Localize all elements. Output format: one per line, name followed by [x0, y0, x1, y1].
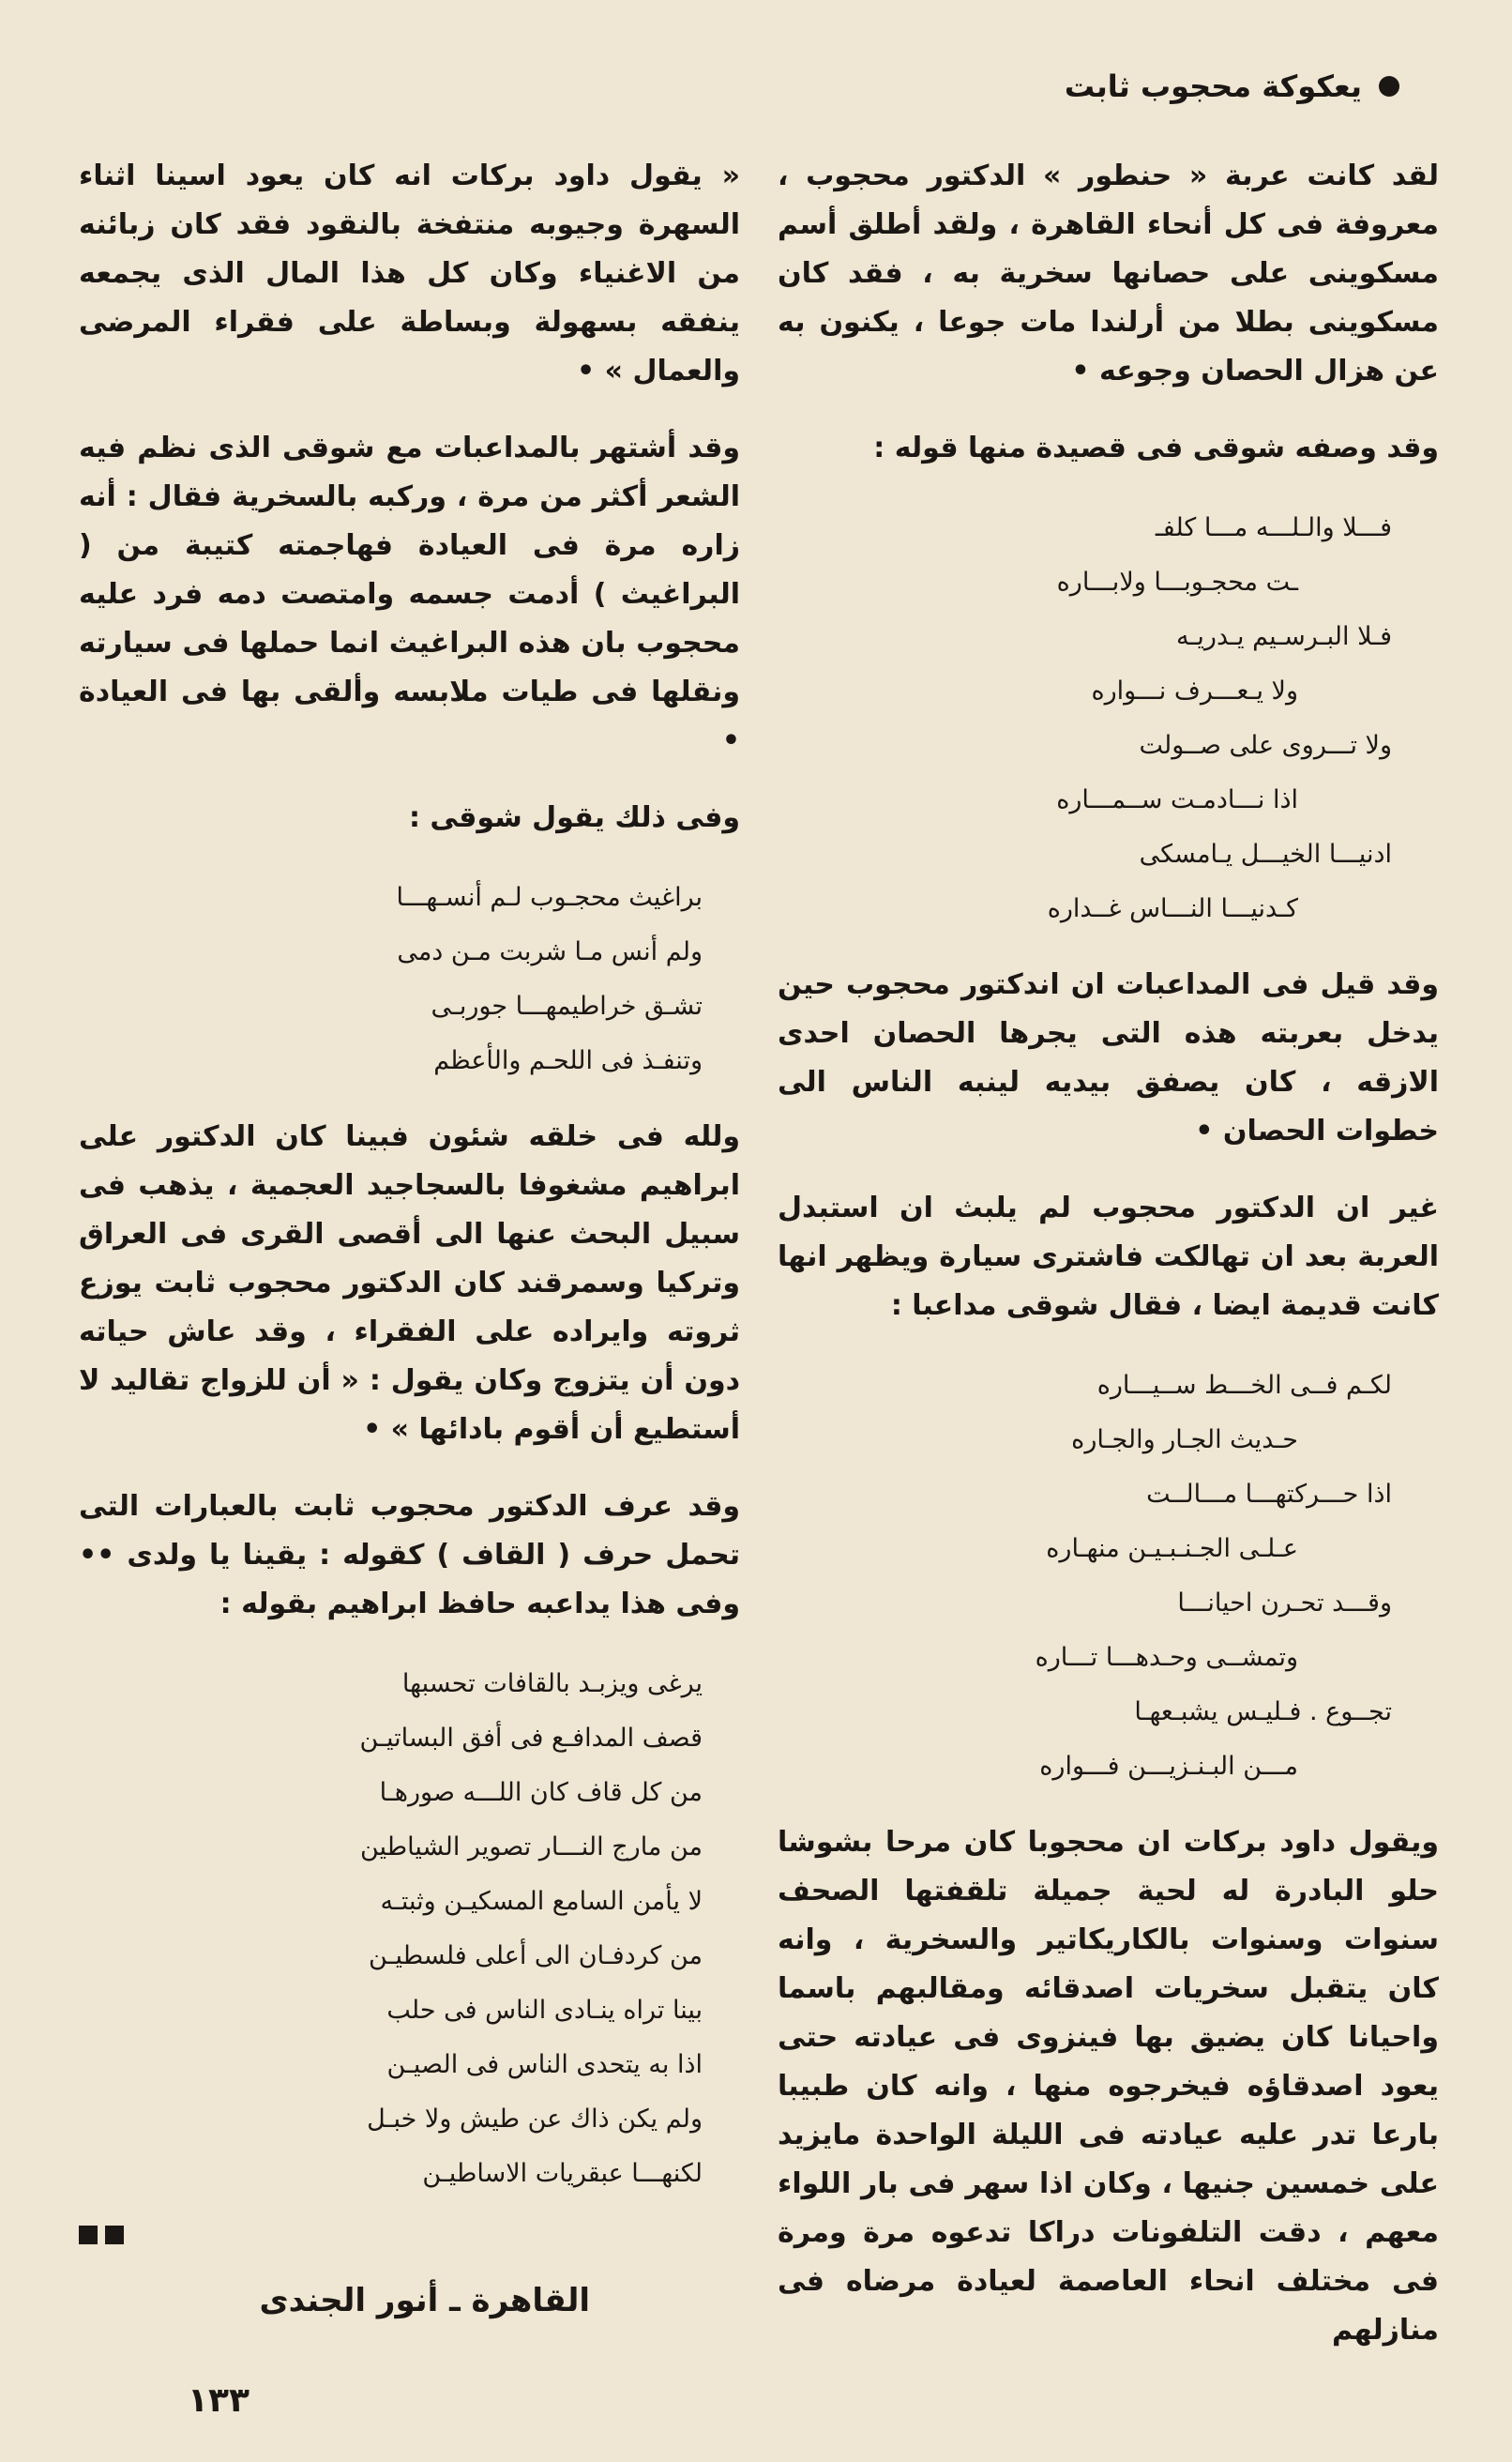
verse-line: ادنيـــا الخيـــل يـامسكى — [1139, 840, 1392, 869]
verse-line: فـلا البـرسـيم يـدريـه — [1176, 622, 1392, 651]
verse-line: من مارج النـــار تصوير الشياطين — [359, 1832, 703, 1862]
paragraph: وقد وصفه شوقى فى قصيدة منها قوله : — [873, 432, 1439, 464]
verse-line: فـــلا والـلـــه مـــا كلفـ — [1155, 513, 1392, 542]
running-title: يعكوكة محجوب ثابت — [1064, 68, 1362, 104]
verse-line: قصف المدافـع فى أفق البساتيـن — [359, 1724, 703, 1753]
verse-line: ولم أنس مـا شربت مـن دمى — [397, 937, 703, 966]
end-mark-icon — [79, 2226, 740, 2244]
poem — [79, 1657, 740, 2201]
verse-line: من كردفـان الى أعلى فلسطيـن — [369, 1941, 703, 1970]
page-number: ١٣٣ — [188, 2381, 249, 2420]
paragraph: ويقول داود بركات ان محجوبا كان مرحا بشوشا حلو البادرة له لحية جميلة تلقفتها الصحف سنوات وسنوات بالكاريكاتير والسخرية ، وانه كان يتقبل سخريات اصدقائه ومقالبهم باسما واحيانا كان يضيق بها فينزوى فى عيادته حتى يعود اصدقاؤه فيخرجوه منها ، وانه كان طبيبا بارعا تدر عليه عيادته فى الليلة الواحدة مايزيد على خمسين جنيها ، وكان اذا سهر فى بار اللواء معهم ، دقت التلفونات دراكا تدعوه مرة ومرة فى مختلف انحاء العاصمة لعيادة مرضاه فى منازلهم — [778, 1826, 1439, 2347]
verse-line: اذا نـــادمـت ســمـــاره — [1056, 785, 1298, 814]
author-signature: القاهرة ـ أنور الجندى — [259, 2282, 590, 2319]
verse-line: يرغى ويزبـد بالقافات تحسبها — [401, 1669, 703, 1698]
verse-line: من كل قاف كان اللـــه صورهـا — [379, 1778, 703, 1807]
paragraph: لقد كانت عربة « حنطور » الدكتور محجوب ، معروفة فى كل أنحاء القاهرة ، ولقد أطلق أسم مسكوينى على حصانها سخرية به ، فقد كان مسكوينى بطلا من أرلندا مات جوعا ، يكنون به عن هزال الحصان وجوعه • — [778, 160, 1439, 388]
verse-line: لا يأمن السامع المسكيـن وثبتـه — [380, 1887, 703, 1916]
paragraph: « يقول داود بركات انه كان يعود اسينا اثناء السهرة وجيوبه منتفخة بالنقود فقد كان زبائنه من الاغنياء وكان كل هذا المال الذى يجمعه ينفقه بسهولة وبساطة على فقراء المرضى والعمال » • — [79, 160, 740, 388]
paragraph: وقد عرف الدكتور محجوب ثابت بالعبارات التى تحمل حرف ( القاف ) كقوله : يقينا يا ولدى •• وفى هذا يداعبه حافظ ابراهيم بقوله : — [79, 1490, 740, 1620]
paragraph: وفى ذلك يقول شوقى : — [408, 801, 740, 834]
verse-line: تشـق خراطيمهـــا جوربـى — [431, 992, 703, 1021]
page-header — [1064, 58, 1399, 114]
verse-line: وتمشــى وحـدهـــا تـــاره — [1035, 1643, 1298, 1672]
right-column — [778, 152, 1439, 2383]
verse-line: ولم يكن ذاك عن طيش ولا خبـل — [367, 2105, 703, 2134]
verse-line: بينا تراه ينـادى الناس فى حلب — [386, 1996, 703, 2025]
poem — [778, 501, 1439, 936]
verse-line: اذا حـــركتهـــا مـــالــت — [1146, 1480, 1392, 1509]
verse-line: حـديث الجـار والجـاره — [1071, 1425, 1298, 1454]
poem — [778, 1359, 1439, 1794]
paragraph: غير ان الدكتور محجوب لم يلبث ان استبدل العربة بعد ان تهالكت فاشترى سيارة ويظهر انها كانت قديمة ايضا ، فقال شوقى مداعبا : — [778, 1192, 1439, 1322]
verse-line: عـلـى الجـنـبـيـن منهـاره — [1046, 1534, 1298, 1563]
verse-line: مـــن البـنـزيـــن فـــواره — [1039, 1752, 1298, 1781]
verse-line: براغيث محجـوب لـم أنسـهـــا — [396, 883, 703, 912]
paragraph: وقد قيل فى المداعبات ان اندكتور محجوب حين يدخل بعربته هذه التى يجرها الحصان احدى الازقه ، كان يصفق بيديه لينبه الناس الى خطوات الحصان • — [778, 968, 1439, 1147]
poem — [79, 871, 740, 1088]
paragraph: ولله فى خلقه شئون فبينا كان الدكتور على ابراهيم مشغوفا بالسجاجيد العجمية ، يذهب فى سبيل البحث عنها الى أقصى القرى فى العراق وتركيا وسمرقند كان الدكتور محجوب ثابت يوزع ثروته وايراده على الفقراء ، وقد عاش حياته دون أن يتزوج وكان يقول : « أن للزواج تقاليد لا أستطيع أن أقوم بادائها » • — [79, 1120, 740, 1446]
verse-line: لكـم فــى الخـــط ســيـــاره — [1096, 1371, 1392, 1400]
verse-line: ـت محجـوبـــا ولابـــاره — [1056, 568, 1298, 597]
verse-line: ولا يـعـــرف نـــواره — [1091, 676, 1298, 706]
bullet-icon — [1379, 76, 1399, 97]
verse-line: لكنهـــا عبقريات الاساطيـن — [422, 2159, 703, 2188]
verse-line: وقـــد تحـرن احيانـــا — [1177, 1588, 1392, 1618]
verse-line: اذا به يتحدى الناس فى الصيـن — [386, 2050, 703, 2079]
verse-line: كـدنيـــا النـــاس غــداره — [1047, 894, 1298, 923]
verse-line: تجــوع . فـليـس يشبـعهـا — [1134, 1697, 1392, 1726]
left-column — [79, 152, 740, 2319]
paragraph: وقد أشتهر بالمداعبات مع شوقى الذى نظم فيه الشعر أكثر من مرة ، وركبه بالسخرية فقال : أنه زاره مرة فى العيادة فهاجمته كتيبة من ( البراغيث ) أدمت جسمه وامتصت دمه فرد عليه محجوب بان هذه البراغيث انما حملها فى سيارته ونقلها فى طيات ملابسه وألقى بها فى العيادة • — [79, 432, 740, 757]
verse-line: وتنفـذ فى اللحـم والأعظم — [433, 1046, 703, 1075]
verse-line: ولا تـــروى على صــولت — [1139, 731, 1392, 760]
